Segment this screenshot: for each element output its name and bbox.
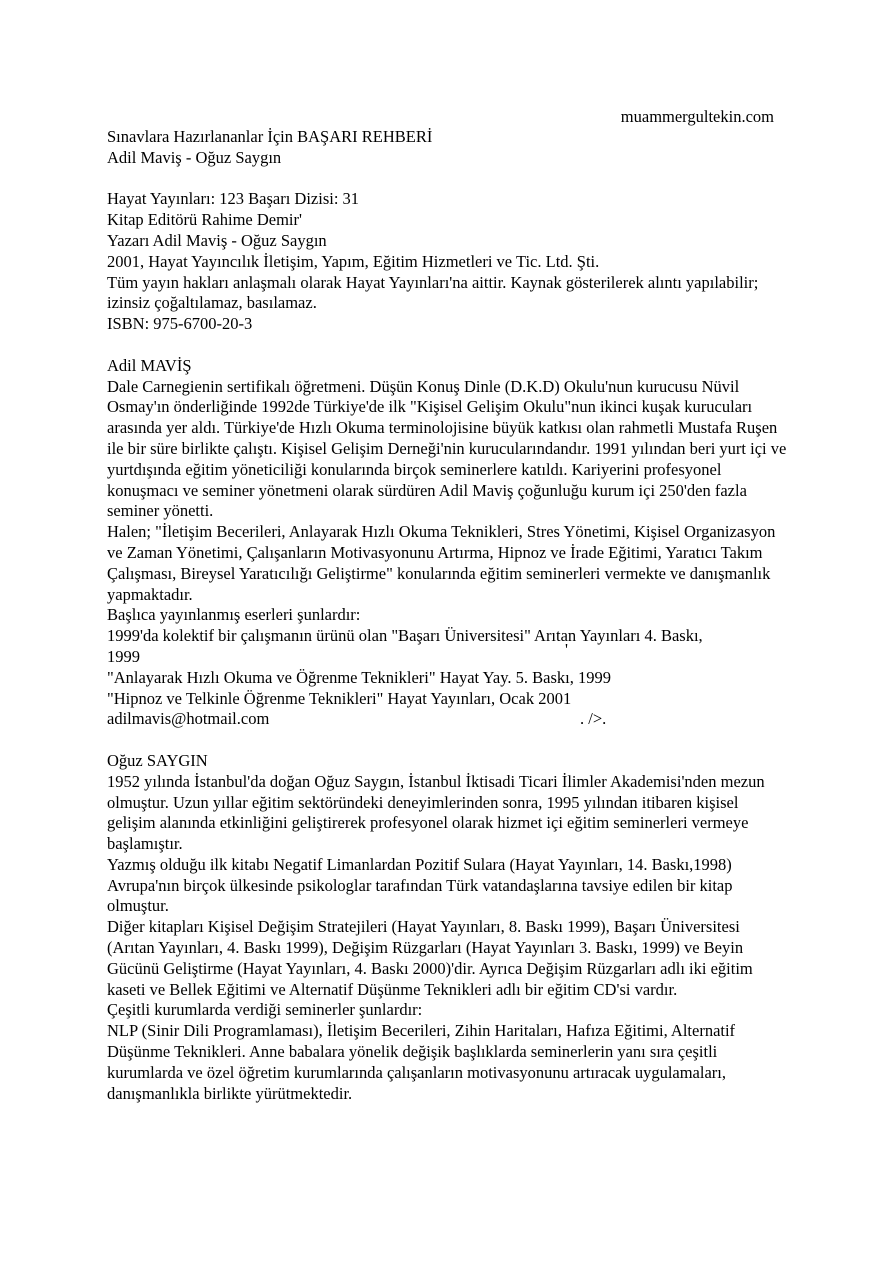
author1-bio: Dale Carnegienin sertifikalı öğretmeni. Düşün Konuş Dinle (D.K.D) Okulu'nun kurucusu Nüvil Osmay'ın önderliğinde 1992de Türkiye'de ilk "Kişisel Gelişim Okulu"nun ikinci kuşak kurucuları arasında yer aldı. Türkiye'de Hızlı Okuma terminolojisine büyük katkısı olan rahmetli Mustafa Ruşen ile bir süre birlikte çalıştı. Kişisel Gelişim Derneği'nin kurucularındandır. 1991 yılından beri yurt içi ve yurtdışında eğitim yöneticiliği konularında birçok seminerlere katıldı. Kariyerini profesyonel konuşmacı ve seminer yönetmeni olarak sürdüren Adil Maviş çoğunluğu kurum içi 250'den fazla seminer yönetti.	[107, 376, 787, 521]
publisher-line: 2001, Hayat Yayıncılık İletişim, Yapım, Eğitim Hizmetleri ve Tic. Ltd. Şti.	[107, 251, 600, 271]
author2-seminars-heading: Çeşitli kurumlarda verdiği seminerler şunlardır:	[107, 1000, 423, 1020]
isbn-line: ISBN: 975-6700-20-3	[107, 314, 253, 334]
author1-email-row	[107, 709, 787, 730]
author1-work-1: 1999'da kolektif bir çalışmanın ürünü olan "Başarı Üniversitesi" Arıtan Yayınları 4. Baskı,	[107, 626, 703, 646]
rights-line: Tüm yayın hakları anlaşmalı olarak Hayat Yayınları'na aittir. Kaynak gösterilerek alıntı yapılabilir; izinsiz çoğaltılamaz, basılamaz.	[107, 272, 759, 313]
author2-other-books: Diğer kitapları Kişisel Değişim Stratejileri (Hayat Yayınları, 8. Baskı 1999), Başarı Üniversitesi (Arıtan Yayınları, 4. Baskı 1999), Değişim Rüzgarları (Hayat Yayınları 3. Baskı, 1999) ve Beyin Gücünü Geliştirme (Hayat Yayınları, 4. Baskı 2000)'dir. Ayrıca Değişim Rüzgarları adlı iki eğitim kaseti ve Bellek Eğitimi ve Alternatif Düşünme Teknikleri adlı bir eğitim CD'si vardır.	[107, 917, 753, 999]
author1-work-3: "Hipnoz ve Telkinle Öğrenme Teknikleri" Hayat Yayınları, Ocak 2001	[107, 688, 572, 708]
author2-bio: 1952 yılında İstanbul'da doğan Oğuz Saygın, İstanbul İktisadi Ticari İlimler Akademisi'nden mezun olmuştur. Uzun yıllar eğitim sektöründeki deneyimlerinden sonra, 1995 yılından itibaren kişisel gelişim alanında etkinliğini geliştirerek profesyonel olarak hizmet içi eğitim seminerleri vermeye başlamıştır.	[107, 771, 765, 854]
author1-email-suffix: . />.	[580, 709, 607, 729]
author2-seminars: NLP (Sinir Dili Programlaması), İletişim Becerileri, Zihin Haritaları, Hafıza Eğitimi, Alternatif Düşünme Teknikleri. Anne babalara yönelik değişik başlıklarda seminerlerin yanı sıra çeşitli kurumlarda ve özel öğretim kurumlarında çalışanların motivasyonunu artıracak uygulamaları, danışmanlıkla birlikte yürütmektedir.	[107, 1021, 736, 1103]
book-title: Sınavlara Hazırlananlar İçin BAŞARI REHBERİ	[107, 127, 433, 146]
stray-tick-mark: '	[565, 639, 568, 659]
document-body	[107, 127, 787, 1104]
paragraph-gap	[107, 730, 787, 751]
author1-work-1-year: 1999	[107, 646, 140, 666]
author2-first-book: Yazmış olduğu ilk kitabı Negatif Limanlardan Pozitif Sulara (Hayat Yayınları, 14. Baskı,1998) Avrupa'nın birçok ülkesinde psikologlar tarafından Türk vatandaşlarına tavsiye edilen bir kitap olmuştur.	[107, 854, 733, 916]
editor-line: Kitap Editörü Rahime Demir'	[107, 210, 302, 230]
site-url: muammergultekin.com	[620, 107, 774, 126]
author-line: Yazarı Adil Maviş - Oğuz Saygın	[107, 230, 327, 250]
author1-work-1-year-row	[107, 639, 787, 668]
paragraph-gap	[107, 335, 787, 356]
author1-works-heading: Başlıca yayınlanmış eserleri şunlardır:	[107, 605, 361, 625]
paragraph-gap	[107, 169, 787, 190]
author1-name: Adil MAVİŞ	[107, 355, 192, 375]
series-line: Hayat Yayınları: 123 Başarı Dizisi: 31	[107, 189, 360, 209]
author1-email: adilmavis@hotmail.com	[107, 709, 270, 729]
author1-current-work: Halen; "İletişim Becerileri, Anlayarak Hızlı Okuma Teknikleri, Stres Yönetimi, Kişisel Organizasyon ve Zaman Yönetimi, Çalışanların Motivasyonunu Artırma, Hipnoz ve İrade Eğitimi, Yaratıcı Takım Çalışması, Bireysel Yaratıcılığı Geliştirme" konularında eğitim seminerleri vermekte ve danışmanlık yapmaktadır.	[107, 522, 776, 604]
author1-work-2: "Anlayarak Hızlı Okuma ve Öğrenme Teknikleri" Hayat Yay. 5. Baskı, 1999	[107, 667, 611, 687]
book-authors: Adil Maviş - Oğuz Saygın	[107, 147, 282, 167]
author2-name: Oğuz SAYGIN	[107, 750, 208, 770]
